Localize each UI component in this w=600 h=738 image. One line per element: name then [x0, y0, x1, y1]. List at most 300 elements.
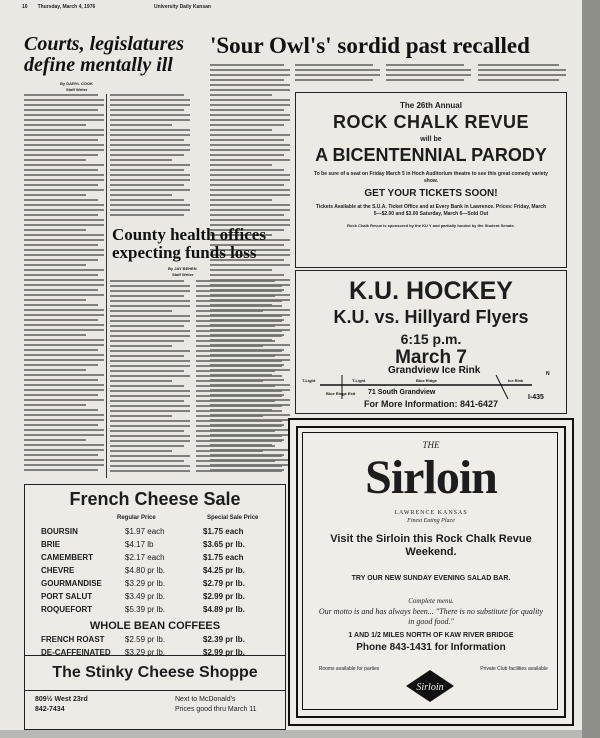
masthead — [22, 4, 578, 13]
cheese-regular-price: $3.29 pr lb. — [125, 579, 166, 588]
map-street: 71 South Grandview — [368, 389, 436, 396]
text-line — [110, 189, 190, 191]
text-line — [110, 114, 190, 116]
text-line — [110, 179, 190, 181]
text-line — [24, 429, 104, 431]
cheese-regular-price: $5.39 pr lb. — [125, 605, 166, 614]
text-line — [24, 444, 104, 446]
text-line — [196, 450, 263, 452]
cheese-name: BOURSIN — [41, 527, 78, 536]
text-line — [196, 455, 282, 457]
text-line — [110, 94, 184, 96]
text-line — [24, 439, 86, 441]
text-line — [110, 425, 190, 427]
text-line — [110, 305, 190, 307]
text-line — [110, 199, 184, 201]
text-line — [110, 214, 184, 216]
text-line — [24, 384, 104, 386]
text-line — [24, 244, 98, 246]
revue-call: GET YOUR TICKETS SOON! — [364, 188, 498, 199]
text-line — [110, 370, 184, 372]
text-line — [210, 169, 284, 171]
health-headline: County health offices expecting funds loss — [112, 225, 266, 262]
text-line — [24, 454, 98, 456]
text-line — [110, 144, 190, 146]
text-line — [110, 375, 190, 377]
text-line — [110, 159, 172, 161]
text-line — [110, 290, 190, 292]
text-line — [210, 134, 290, 136]
text-line — [110, 440, 190, 442]
text-line — [196, 340, 275, 342]
cheese-regular-price: $1.97 each — [125, 527, 165, 536]
text-line — [196, 300, 282, 302]
text-line — [24, 304, 98, 306]
text-line — [24, 359, 104, 361]
text-line — [110, 350, 190, 352]
text-line — [110, 360, 190, 362]
cheese-regular-price: $4.17 lb — [125, 540, 154, 549]
cheese-special-price: $2.99 pr lb. — [203, 592, 245, 601]
owl-headline: 'Sour Owl's' sordid past recalled — [210, 33, 530, 58]
text-line — [24, 234, 104, 236]
shop-phone: 842-7434 — [35, 705, 65, 713]
cheese-regular-price: $2.17 each — [125, 553, 165, 562]
cheese-name: PORT SALUT — [41, 592, 93, 601]
text-line — [24, 259, 98, 261]
text-line — [210, 199, 272, 201]
text-line — [196, 285, 282, 287]
text-line — [110, 445, 184, 447]
text-line — [24, 469, 98, 471]
text-line — [110, 154, 184, 156]
text-line — [24, 364, 98, 366]
text-line — [110, 139, 184, 141]
text-line — [386, 79, 464, 81]
text-line — [196, 415, 263, 417]
text-line — [24, 339, 104, 341]
text-line — [110, 420, 190, 422]
issue-date: Thursday, March 4, 1976 — [37, 4, 96, 10]
health-column-2 — [196, 280, 282, 478]
text-line — [110, 124, 172, 126]
text-line — [24, 149, 104, 151]
text-line — [210, 154, 284, 156]
coffee-special-price: $2.99 pr lb. — [203, 648, 245, 657]
text-line — [24, 319, 98, 321]
sirloin-name: Sirloin — [365, 451, 497, 504]
text-line — [24, 109, 98, 111]
shop-good-thru: Prices good thru March 11 — [175, 705, 257, 713]
text-line — [210, 114, 290, 116]
text-line — [110, 104, 190, 106]
sirloin-ad — [288, 418, 574, 726]
sirloin-logo-text: Sirloin — [416, 682, 444, 693]
map-highway: I-435 — [528, 394, 544, 401]
text-line — [24, 194, 86, 196]
coffee-name: DE-CAFFEINATED — [41, 648, 111, 657]
text-line — [196, 355, 275, 357]
cheese-sale-ad — [24, 484, 286, 730]
text-line — [210, 209, 290, 211]
text-line — [196, 360, 282, 362]
owl-column-3 — [386, 64, 471, 88]
text-line — [24, 464, 104, 466]
cheese-title: French Cheese Sale — [69, 489, 241, 509]
text-line — [110, 119, 190, 121]
text-line — [196, 425, 282, 427]
text-line — [110, 325, 184, 327]
text-line — [196, 400, 275, 402]
text-line — [110, 400, 184, 402]
text-line — [24, 224, 104, 226]
text-line — [110, 320, 190, 322]
text-line — [24, 179, 104, 181]
text-line — [24, 349, 98, 351]
map-t-light-2: T-Light — [352, 378, 366, 383]
text-line — [24, 329, 104, 331]
text-line — [386, 69, 471, 71]
cheese-row — [41, 579, 277, 591]
text-line — [24, 239, 104, 241]
health-column-1 — [110, 280, 190, 478]
text-line — [24, 94, 98, 96]
text-line — [110, 460, 184, 462]
revue-title: ROCK CHALK REVUE — [332, 112, 529, 132]
cheese-row — [41, 605, 277, 617]
cheese-row — [41, 540, 277, 552]
owl-column-4 — [478, 64, 566, 88]
coffee-regular-price: $2.59 pr lb. — [125, 635, 166, 644]
text-line — [196, 335, 282, 337]
coffee-regular-price: $3.29 pr lb. — [125, 648, 166, 657]
text-line — [24, 219, 104, 221]
text-line — [24, 354, 104, 356]
text-line — [196, 345, 263, 347]
courts-column-1 — [24, 94, 104, 478]
text-line — [24, 144, 104, 146]
shop-near — [175, 695, 257, 715]
text-line — [110, 285, 190, 287]
cheese-name: CAMEMBERT — [41, 553, 93, 562]
text-line — [210, 119, 290, 121]
text-line — [196, 420, 282, 422]
text-line — [110, 410, 190, 412]
text-line — [110, 164, 190, 166]
cheese-special-price: $3.65 pr lb. — [203, 540, 245, 549]
coffee-row — [41, 648, 277, 660]
text-line — [110, 295, 184, 297]
text-line — [24, 334, 86, 336]
revue-tickets: Tickets Available at the S.U.A. Ticket Office and at Every Bank in Lawrence. Prices: Friday, March 5—$2.00 and $3.00 Saturday, March 6—Sold Out — [315, 204, 547, 217]
sirloin-directions: 1 AND 1/2 MILES NORTH OF KAW RIVER BRIDGE — [348, 632, 514, 639]
text-line — [478, 69, 566, 71]
text-line — [196, 305, 282, 307]
revue-date-line: To be sure of a seat on Friday March 5 in Hoch Auditorium theatre to see this great comedy variety show. — [314, 171, 548, 184]
text-line — [110, 134, 190, 136]
text-line — [210, 194, 290, 196]
text-line — [110, 345, 172, 347]
text-line — [110, 315, 190, 317]
text-line — [295, 79, 373, 81]
text-line — [110, 184, 184, 186]
text-line — [110, 149, 190, 151]
text-line — [24, 114, 104, 116]
text-line — [110, 380, 172, 382]
text-line — [110, 415, 172, 417]
shop-street: 809½ West 23rd — [35, 696, 88, 703]
text-line — [210, 79, 284, 81]
text-line — [110, 430, 184, 432]
text-line — [24, 129, 104, 131]
text-line — [210, 99, 290, 101]
text-line — [24, 249, 104, 251]
text-line — [110, 310, 172, 312]
courts-byline: By DARYL COOK — [60, 81, 93, 86]
coffee-title: WHOLE BEAN COFFEES — [89, 620, 221, 632]
map-rink: Ice Rink — [508, 378, 524, 383]
revue-subtitle: A BICENTENNIAL PARODY — [315, 145, 547, 165]
text-line — [24, 189, 104, 191]
text-line — [196, 320, 282, 322]
text-line — [196, 385, 275, 387]
text-line — [24, 134, 104, 136]
text-line — [196, 310, 263, 312]
text-line — [24, 369, 86, 371]
sirloin-logo — [404, 666, 456, 706]
text-line — [24, 279, 104, 281]
sirloin-menu: Complete menu. — [408, 597, 454, 605]
text-line — [478, 79, 559, 81]
text-line — [196, 350, 282, 352]
map-blue-ridge: Blue Ridge — [416, 378, 437, 383]
text-line — [295, 69, 380, 71]
text-line — [110, 280, 184, 282]
text-line — [24, 449, 104, 451]
text-line — [110, 174, 190, 176]
health-role: Staff Writer — [172, 272, 194, 277]
coffee-name: FRENCH ROAST — [41, 635, 105, 644]
text-line — [210, 274, 284, 276]
text-line — [110, 109, 184, 111]
text-line — [210, 139, 284, 141]
ku-hockey-ad — [295, 270, 567, 414]
text-line — [110, 390, 190, 392]
text-line — [110, 209, 190, 211]
text-line — [210, 269, 272, 271]
paper-name: University Daily Kansan — [154, 4, 211, 10]
revue-will-be: will be — [420, 136, 442, 143]
directions-map — [296, 363, 566, 403]
text-line — [24, 274, 98, 276]
text-line — [110, 129, 190, 131]
sirloin-club: Private Club facilities available — [480, 666, 548, 672]
hockey-title: K.U. HOCKEY — [349, 277, 513, 305]
courts-role: Staff Writer — [66, 87, 88, 92]
text-line — [210, 214, 284, 216]
text-line — [24, 419, 104, 421]
text-line — [24, 164, 104, 166]
text-line — [196, 280, 275, 282]
text-line — [386, 64, 464, 66]
text-line — [24, 314, 104, 316]
cheese-special-price: $2.79 pr lb. — [203, 579, 245, 588]
cheese-special-price: $4.25 pr lb. — [203, 566, 245, 575]
text-line — [110, 470, 190, 472]
text-line — [24, 214, 98, 216]
text-line — [110, 194, 172, 196]
text-line — [110, 465, 190, 467]
map-north: N — [546, 371, 550, 377]
text-line — [24, 294, 104, 296]
text-line — [24, 289, 98, 291]
text-line — [24, 379, 98, 381]
cheese-name: BRIE — [41, 540, 61, 549]
text-line — [196, 410, 282, 412]
text-line — [24, 209, 104, 211]
text-line — [210, 164, 272, 166]
text-line — [24, 309, 104, 311]
text-line — [196, 405, 282, 407]
text-line — [110, 204, 190, 206]
sirloin-rooms: Rooms available for parties — [318, 666, 380, 672]
sirloin-tagline: Finest Eating Place — [407, 518, 455, 524]
adjacent-page-edge — [582, 0, 600, 738]
text-line — [24, 374, 104, 376]
text-line — [210, 104, 290, 106]
rock-chalk-revue-ad — [295, 92, 567, 268]
cheese-name: ROQUEFORT — [41, 605, 93, 614]
sirloin-salad-bar: TRY OUR NEW SUNDAY EVENING SALAD BAR. — [351, 575, 511, 582]
text-line — [210, 109, 284, 111]
text-line — [210, 84, 290, 86]
hockey-matchup: K.U. vs. Hillyard Flyers — [333, 307, 529, 327]
sirloin-motto: Our motto is and has always been... "There is no substitute for quality in good food." — [318, 607, 544, 627]
regular-price-header: Regular Price — [117, 515, 156, 521]
text-line — [196, 430, 275, 432]
text-line — [24, 409, 98, 411]
text-line — [24, 284, 104, 286]
sirloin-phone: Phone 843-1431 for Information — [356, 642, 506, 653]
text-line — [24, 199, 98, 201]
text-line — [24, 169, 98, 171]
text-line — [110, 300, 190, 302]
text-line — [110, 385, 184, 387]
text-line — [478, 74, 566, 76]
text-line — [24, 264, 86, 266]
text-line — [24, 184, 98, 186]
text-line — [24, 459, 104, 461]
text-line — [110, 169, 184, 171]
text-line — [196, 395, 282, 397]
cheese-name: CHEVRE — [41, 566, 75, 575]
map-t-light-1: T-Light — [302, 378, 316, 383]
text-line — [210, 204, 290, 206]
shop-landmark: Next to McDonald's — [175, 696, 236, 703]
text-line — [24, 324, 104, 326]
text-line — [210, 184, 284, 186]
sirloin-location: LAWRENCE KANSAS — [394, 510, 468, 516]
text-line — [110, 435, 190, 437]
text-line — [295, 64, 373, 66]
text-line — [196, 440, 282, 442]
text-line — [24, 424, 98, 426]
text-line — [110, 355, 184, 357]
text-line — [210, 264, 290, 266]
cheese-special-price: $4.89 pr lb. — [203, 605, 245, 614]
text-line — [196, 375, 282, 377]
text-line — [24, 394, 98, 396]
column-divider — [106, 94, 107, 478]
coffee-special-price: $2.39 pr lb. — [203, 635, 245, 644]
health-byline: By JAY BEHEN — [168, 266, 197, 271]
text-line — [210, 94, 272, 96]
text-line — [210, 179, 290, 181]
text-line — [24, 254, 104, 256]
text-line — [24, 124, 86, 126]
hockey-info: For More Information: 841-6427 — [363, 399, 499, 409]
text-line — [196, 295, 275, 297]
text-line — [24, 229, 86, 231]
shop-address — [35, 695, 88, 715]
text-line — [196, 435, 282, 437]
text-line — [24, 389, 104, 391]
text-line — [110, 365, 190, 367]
text-line — [110, 330, 190, 332]
cheese-regular-price: $3.49 pr lb. — [125, 592, 166, 601]
text-line — [210, 174, 290, 176]
cheese-row — [41, 566, 277, 578]
text-line — [210, 219, 290, 221]
sirloin-visit: Visit the Sirloin this Rock Chalk Revue Weekend. — [330, 533, 532, 558]
owl-column-2 — [295, 64, 380, 88]
text-line — [210, 159, 290, 161]
text-line — [110, 455, 190, 457]
text-line — [24, 414, 104, 416]
text-line — [24, 344, 104, 346]
text-line — [110, 450, 172, 452]
text-line — [24, 299, 86, 301]
courts-column-2 — [110, 94, 190, 222]
text-line — [110, 99, 190, 101]
sirloin-the: THE — [422, 440, 440, 450]
text-line — [196, 365, 282, 367]
cheese-row — [41, 592, 277, 604]
revue-footer: Rock Chalk Revue is sponsored by the KU Y and partially funded by the Student Senate. — [347, 222, 515, 228]
text-line — [295, 74, 380, 76]
courts-headline: Courts, legislatures define mentally ill — [24, 33, 185, 76]
cheese-name: GOURMANDISE — [41, 579, 102, 588]
page-number: 10 — [22, 4, 28, 10]
text-line — [196, 470, 282, 472]
text-line — [110, 395, 190, 397]
text-line — [210, 124, 284, 126]
text-line — [24, 174, 104, 176]
text-line — [24, 139, 98, 141]
text-line — [196, 290, 282, 292]
map-road-diag — [496, 375, 508, 399]
text-line — [24, 104, 104, 106]
text-line — [110, 405, 190, 407]
text-line — [210, 74, 290, 76]
hockey-time: 6:15 p.m. — [400, 331, 462, 347]
text-line — [196, 370, 275, 372]
map-venue: Grandview Ice Rink — [388, 365, 481, 376]
text-line — [196, 445, 275, 447]
cheese-row — [41, 527, 277, 539]
map-exit: Blue Ridge Exit — [326, 391, 356, 396]
text-line — [478, 64, 559, 66]
